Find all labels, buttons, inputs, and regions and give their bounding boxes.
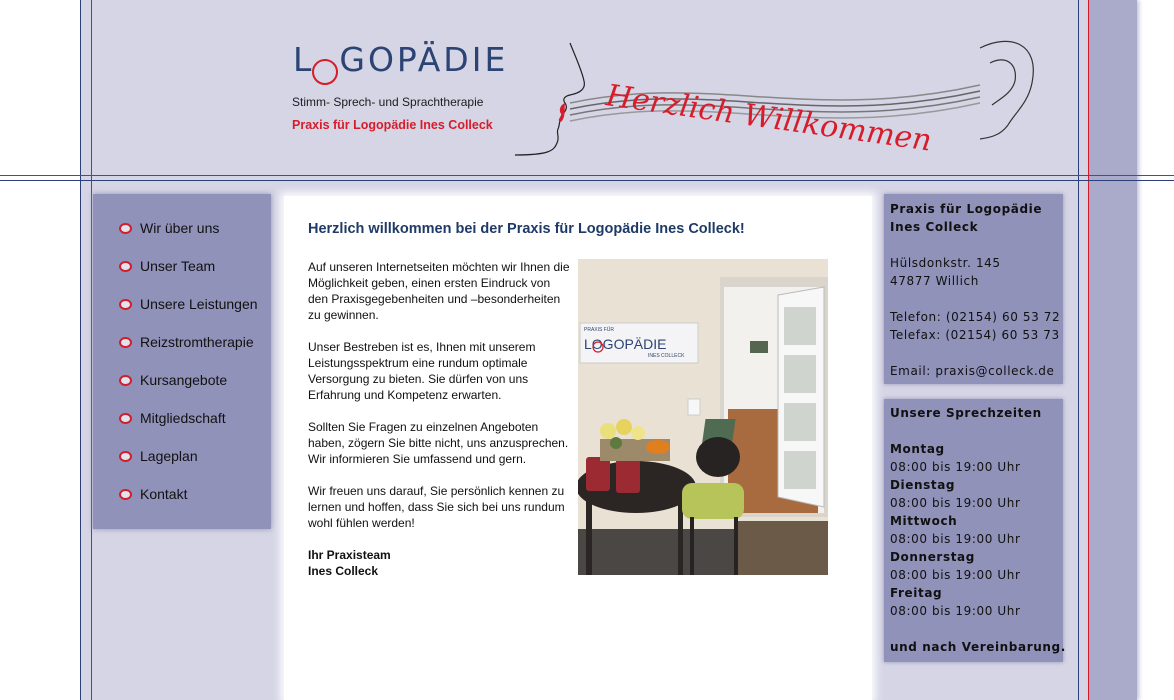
svg-text:LOGOPÄDIE: LOGOPÄDIE <box>584 336 667 352</box>
bullet-ring-icon <box>119 261 132 272</box>
right-decor-band <box>1089 0 1137 700</box>
nav-item-reizstromtherapie[interactable] <box>119 332 254 352</box>
contact-phone: Telefon: (02154) 60 53 72 <box>890 310 1061 324</box>
contact-city: 47877 Willich <box>890 274 979 288</box>
practice-entrance-photo <box>578 259 828 575</box>
nav-item-label: Unsere Leistungen <box>140 296 258 312</box>
welcome-banner-image <box>510 33 1040 161</box>
bullet-ring-icon <box>119 489 132 500</box>
logo-practice-name: Praxis für Logopädie Ines Colleck <box>292 118 493 132</box>
bullet-ring-icon <box>119 337 132 348</box>
logo[interactable] <box>293 40 508 85</box>
logo-prefix: L <box>293 40 315 79</box>
nav-item-lageplan[interactable] <box>119 446 198 466</box>
nav-item-unsere-leistungen[interactable] <box>119 294 258 314</box>
bullet-ring-icon <box>119 375 132 386</box>
vertical-line-red-left <box>91 0 92 700</box>
nav-item-wir-ueber-uns[interactable] <box>119 218 219 238</box>
hours-time: 08:00 bis 19:00 Uhr <box>890 460 1021 474</box>
vertical-line-red-right <box>1088 0 1089 700</box>
contact-name-line2: Ines Colleck <box>890 220 979 234</box>
svg-text:Herzlich Willkommen: Herzlich Willkommen <box>603 78 934 159</box>
paragraph: Auf unseren Internetseiten möchten wir Ihnen die Möglichkeit geben, einen ersten Eindruck von den Praxisgegebenheiten und –besonderheiten zu gewinnen. <box>308 260 570 322</box>
bullet-ring-icon <box>119 451 132 462</box>
hours-time: 08:00 bis 19:00 Uhr <box>890 568 1021 582</box>
hours-time: 08:00 bis 19:00 Uhr <box>890 604 1021 618</box>
bullet-ring-icon <box>119 299 132 310</box>
contact-name-line1: Praxis für Logopädie <box>890 202 1043 216</box>
hours-day: Dienstag <box>890 478 956 492</box>
nav-item-label: Reizstromtherapie <box>140 334 254 350</box>
logo-suffix: GOPÄDIE <box>339 40 509 79</box>
contact-fax: Telefax: (02154) 60 53 73 <box>890 328 1060 342</box>
nav-item-kursangebote[interactable] <box>119 370 227 390</box>
nav-item-label: Unser Team <box>140 258 216 274</box>
logo-ring-icon <box>312 59 338 85</box>
hours-note: und nach Vereinbarung. <box>890 640 1066 654</box>
contact-street: Hülsdonkstr. 145 <box>890 256 1001 270</box>
main-content <box>284 196 872 700</box>
logo-subtitle: Stimm- Sprech- und Sprachtherapie <box>292 95 484 109</box>
page-title: Herzlich willkommen bei der Praxis für Logopädie Ines Colleck! <box>308 221 745 237</box>
hours-time: 08:00 bis 19:00 Uhr <box>890 532 1021 546</box>
nav-item-label: Lageplan <box>140 448 198 464</box>
hours-day: Mittwoch <box>890 514 958 528</box>
nav-item-unser-team[interactable] <box>119 256 215 276</box>
signature-line: Ihr Praxisteam <box>308 548 391 562</box>
hours-day: Montag <box>890 442 945 456</box>
hours-time: 08:00 bis 19:00 Uhr <box>890 496 1021 510</box>
bullet-ring-icon <box>119 223 132 234</box>
signature-line: Ines Colleck <box>308 564 379 578</box>
nav-item-label: Kursangebote <box>140 372 228 388</box>
paragraph: Unser Bestreben ist es, Ihnen mit unserem Leistungsspektrum eine rundum optimale Versorgung zu bieten. Sie dürfen von uns Erfahrung und Kompetenz erwarten. <box>308 340 536 402</box>
nav-item-label: Kontakt <box>140 486 188 502</box>
bullet-ring-icon <box>119 413 132 424</box>
hours-day: Freitag <box>890 586 943 600</box>
horizontal-line-red <box>0 175 1174 176</box>
office-hours-box <box>884 399 1066 662</box>
svg-text:PRAXIS FÜR: PRAXIS FÜR <box>584 327 615 333</box>
vertical-line-blue-right <box>1078 0 1079 700</box>
paragraph: Sollten Sie Fragen zu einzelnen Angeboten haben, zögern Sie bitte nicht, uns anzusprechen. Wir informieren Sie umfassend und gern. <box>308 420 569 466</box>
horizontal-line-blue <box>0 180 1174 181</box>
hours-title: Unsere Sprechzeiten <box>890 406 1042 420</box>
main-nav <box>93 194 271 529</box>
paragraph: Wir freuen uns darauf, Sie persönlich kennen zu lernen und hoffen, dass Sie sich bei uns rundum wohl fühlen werden! <box>308 484 565 530</box>
contact-email-link[interactable]: Email: praxis@colleck.de <box>890 364 1055 378</box>
nav-item-label: Mitgliedschaft <box>140 410 226 426</box>
nav-item-mitgliedschaft[interactable] <box>119 408 226 428</box>
contact-box <box>884 194 1063 384</box>
hours-day: Donnerstag <box>890 550 975 564</box>
vertical-line-blue-left <box>80 0 81 700</box>
nav-item-label: Wir über uns <box>140 220 220 236</box>
nav-item-kontakt[interactable] <box>119 484 187 504</box>
svg-text:INES COLLECK: INES COLLECK <box>648 353 685 359</box>
intro-text <box>308 259 573 579</box>
